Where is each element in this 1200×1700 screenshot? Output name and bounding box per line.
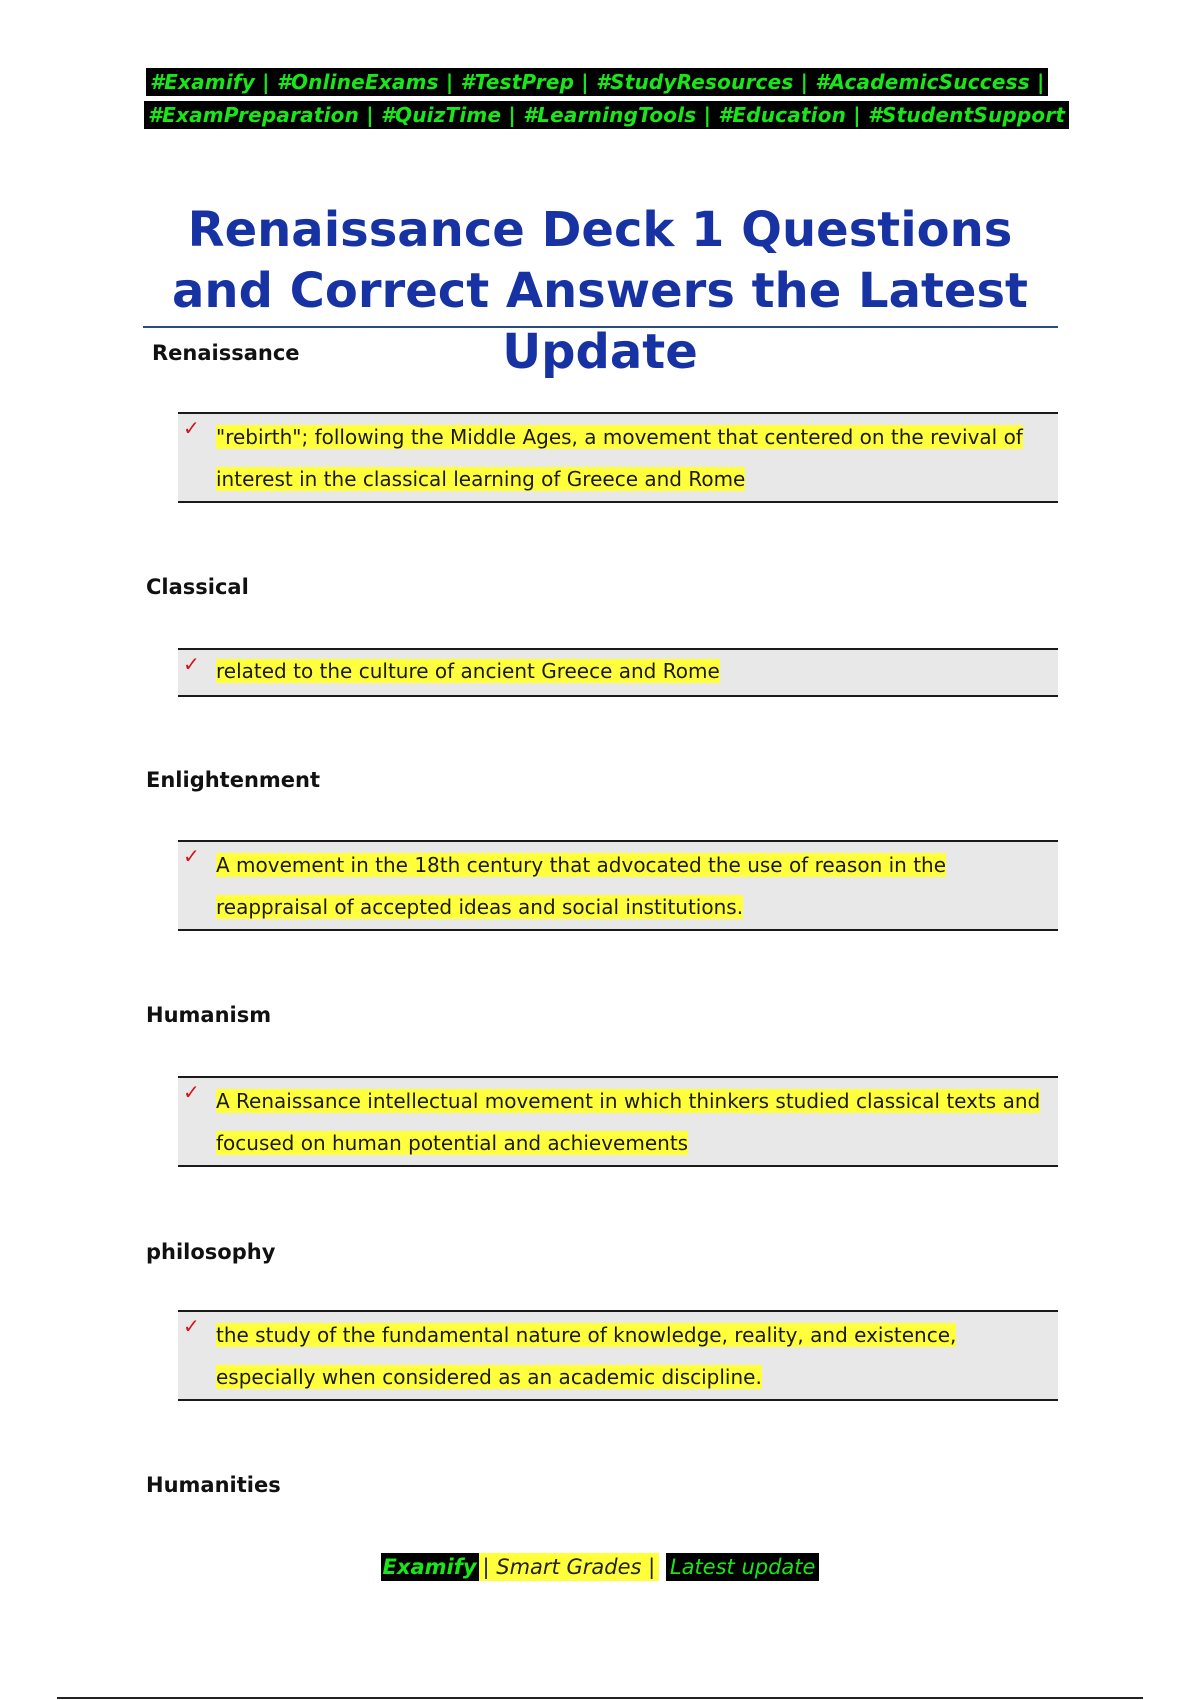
bottom-divider (57, 1697, 1143, 1699)
checkmark-icon: ✓ (183, 416, 200, 440)
term-heading: Classical (146, 575, 249, 599)
term-heading: Humanities (146, 1473, 281, 1497)
checkmark-icon: ✓ (183, 844, 200, 868)
hashtag-line-2 (144, 103, 1069, 127)
answer-box (178, 840, 1058, 931)
checkmark-icon: ✓ (183, 1314, 200, 1338)
checkmark-icon: ✓ (183, 1080, 200, 1104)
answer-box (178, 648, 1058, 697)
footer-brand: Examify (382, 1555, 477, 1579)
answer-box (178, 412, 1058, 503)
page-title: Renaissance Deck 1 Questions and Correct Answers the Latest Update (172, 202, 1028, 380)
term-heading: Renaissance (152, 341, 300, 365)
term-heading: Humanism (146, 1003, 272, 1027)
checkmark-icon: ✓ (183, 652, 200, 676)
footer-tagline: | Smart Grades | (479, 1553, 660, 1581)
term-heading: Enlightenment (146, 768, 321, 792)
hashtag-text: #Examify | #OnlineExams | #TestPrep | #StudyResources | #AcademicSuccess | (146, 68, 1048, 96)
title-divider (143, 326, 1058, 328)
answer-box (178, 1310, 1058, 1401)
answer-text: related to the culture of ancient Greece and Rome (216, 659, 720, 683)
answer-text: the study of the fundamental nature of knowledge, reality, and existence, especially when considered as an academic discipline. (216, 1323, 957, 1389)
answer-text: A Renaissance intellectual movement in which thinkers studied classical texts and focused on human potential and achievements (216, 1089, 1041, 1155)
answer-text: "rebirth"; following the Middle Ages, a movement that centered on the revival of interest in the classical learning of Greece and Rome (216, 425, 1023, 491)
footer-latest: Latest update (666, 1553, 820, 1581)
term-heading: philosophy (146, 1240, 276, 1264)
answer-box (178, 1076, 1058, 1167)
hashtag-line-1 (146, 70, 1048, 94)
hashtag-text: #ExamPreparation | #QuizTime | #LearningTools | #Education | #StudentSupport (144, 101, 1069, 129)
answer-text: A movement in the 18th century that advocated the use of reason in the reappraisal of accepted ideas and social institutions. (216, 853, 947, 919)
page-footer (0, 1555, 1200, 1579)
